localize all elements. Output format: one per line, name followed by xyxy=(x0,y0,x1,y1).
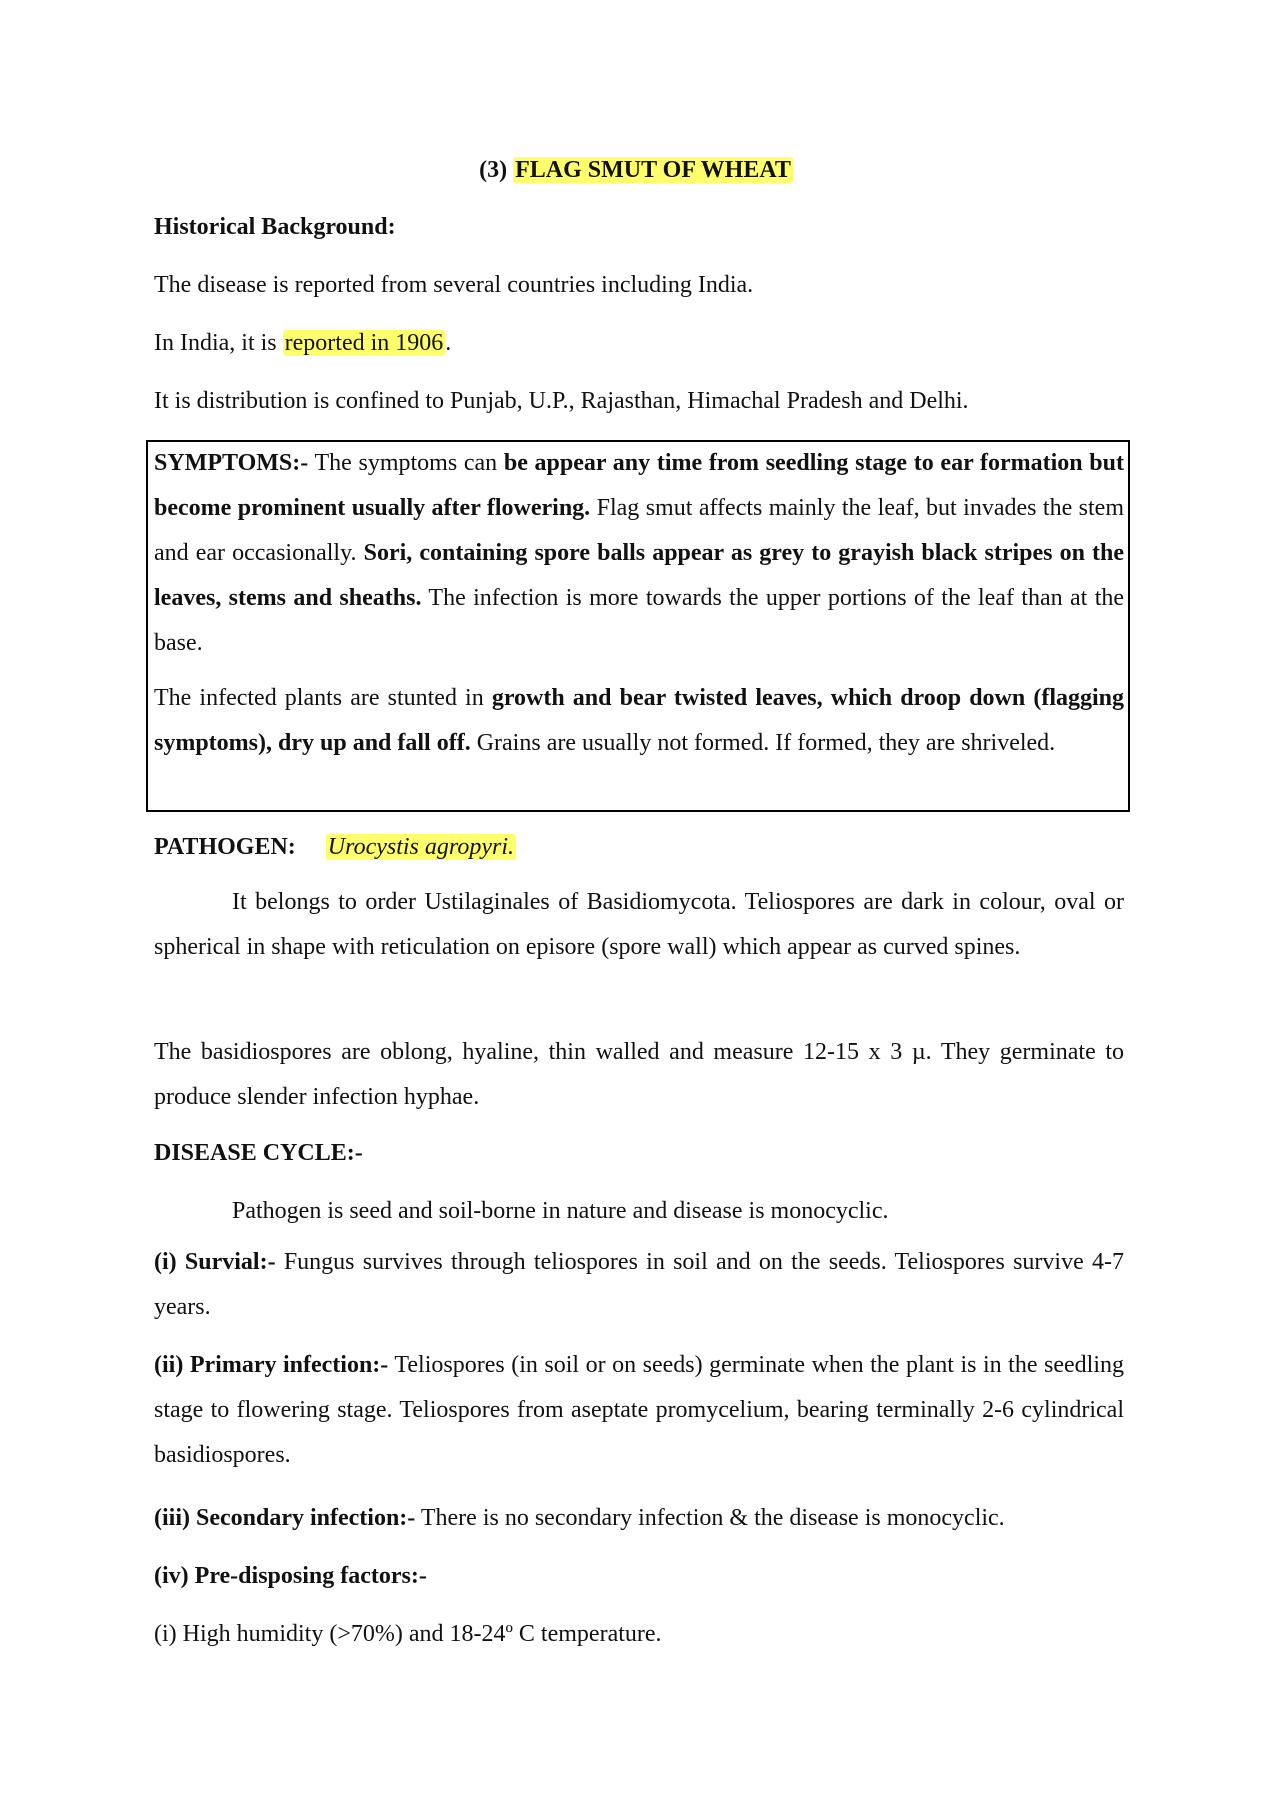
pathogen-label: PATHOGEN: xyxy=(154,834,296,860)
symptoms-paragraph-1 xyxy=(154,441,1124,666)
symptoms-paragraph-2 xyxy=(154,676,1124,766)
pathogen-paragraph-2: The basidiospores are oblong, hyaline, thin walled and measure 12-15 x 3 µ. They germinate to produce slender infection hyphae. xyxy=(154,1039,1124,1110)
historical-line-2-prefix: In India, it is xyxy=(154,330,283,356)
symptoms-text: The infection is more towards the upper portions of the leaf than at the base. xyxy=(154,585,1125,656)
symptoms-text: The infected plants are stunted in xyxy=(154,685,492,711)
symptoms-text: The symptoms can xyxy=(308,450,504,476)
historical-line-3: It is distribution is confined to Punjab, U.P., Rajasthan, Himachal Pradesh and Delhi. xyxy=(154,388,969,414)
symptoms-bold: growth and bear twisted leaves, which droop down (flagging symptoms), dry up and fall off. xyxy=(154,685,1124,756)
pathogen-paragraph-1: It belongs to order Ustilaginales of Basidiomycota. Teliospores are dark in colour, oval or spherical in shape with reticulation on episore (spore wall) which appear as curved spines. xyxy=(154,889,1124,960)
secondary-infection-line xyxy=(154,1503,1005,1533)
historical-line-2 xyxy=(154,328,451,358)
historical-heading: Historical Background: xyxy=(154,214,396,240)
historical-line-2-suffix: . xyxy=(445,330,452,356)
primary-infection-text: Teliospores (in soil or on seeds) germinate when the plant is in the seedling stage to flowering stage. Teliospores from aseptate promycelium, bearing terminally 2-6 cylindrical basidiospores. xyxy=(154,1352,1125,1468)
historical-line-1: The disease is reported from several countries including India. xyxy=(154,272,754,298)
primary-infection-paragraph xyxy=(154,1343,1124,1478)
disease-cycle-heading: DISEASE CYCLE:- xyxy=(154,1140,363,1166)
predisposing-heading: (iv) Pre-disposing factors:- xyxy=(154,1563,427,1589)
pathogen-name: Urocystis agropyri. xyxy=(327,834,514,860)
predisposing-item-1: (i) High humidity (>70%) and 18-24º C temperature. xyxy=(154,1621,662,1647)
symptoms-label: SYMPTOMS:- xyxy=(154,450,309,476)
survival-text: Fungus survives through teliospores in soil and on the seeds. Teliospores survive 4-7 years. xyxy=(154,1249,1124,1320)
page-title xyxy=(0,155,1272,185)
survival-label: (i) xyxy=(154,1249,185,1275)
symptoms-text: Flag smut affects mainly the leaf, but invades the stem and ear occasionally. xyxy=(154,495,1124,566)
title-prefix: (3) xyxy=(479,157,514,183)
title-highlighted: FLAG SMUT OF WHEAT xyxy=(515,157,791,183)
symptoms-bold: Sori, containing spore balls appear as grey to grayish black stripes on the leaves, stems and sheaths. xyxy=(154,540,1124,611)
primary-infection-label: (ii) Primary infection:- xyxy=(154,1352,389,1378)
historical-line-2-highlight: reported in 1906 xyxy=(284,330,444,356)
survival-bold: Survial:- xyxy=(184,1249,276,1275)
symptoms-bold: be appear any time from seedling stage to ear formation but become prominent usually after flowering. xyxy=(154,450,1124,521)
disease-cycle-intro: Pathogen is seed and soil-borne in nature and disease is monocyclic. xyxy=(232,1198,889,1224)
secondary-infection-text: There is no secondary infection & the disease is monocyclic. xyxy=(415,1505,1005,1531)
pathogen-line xyxy=(154,832,516,862)
survival-paragraph xyxy=(154,1240,1124,1330)
secondary-infection-label: (iii) Secondary infection:- xyxy=(154,1505,416,1531)
symptoms-text: Grains are usually not formed. If formed, they are shriveled. xyxy=(470,730,1056,756)
